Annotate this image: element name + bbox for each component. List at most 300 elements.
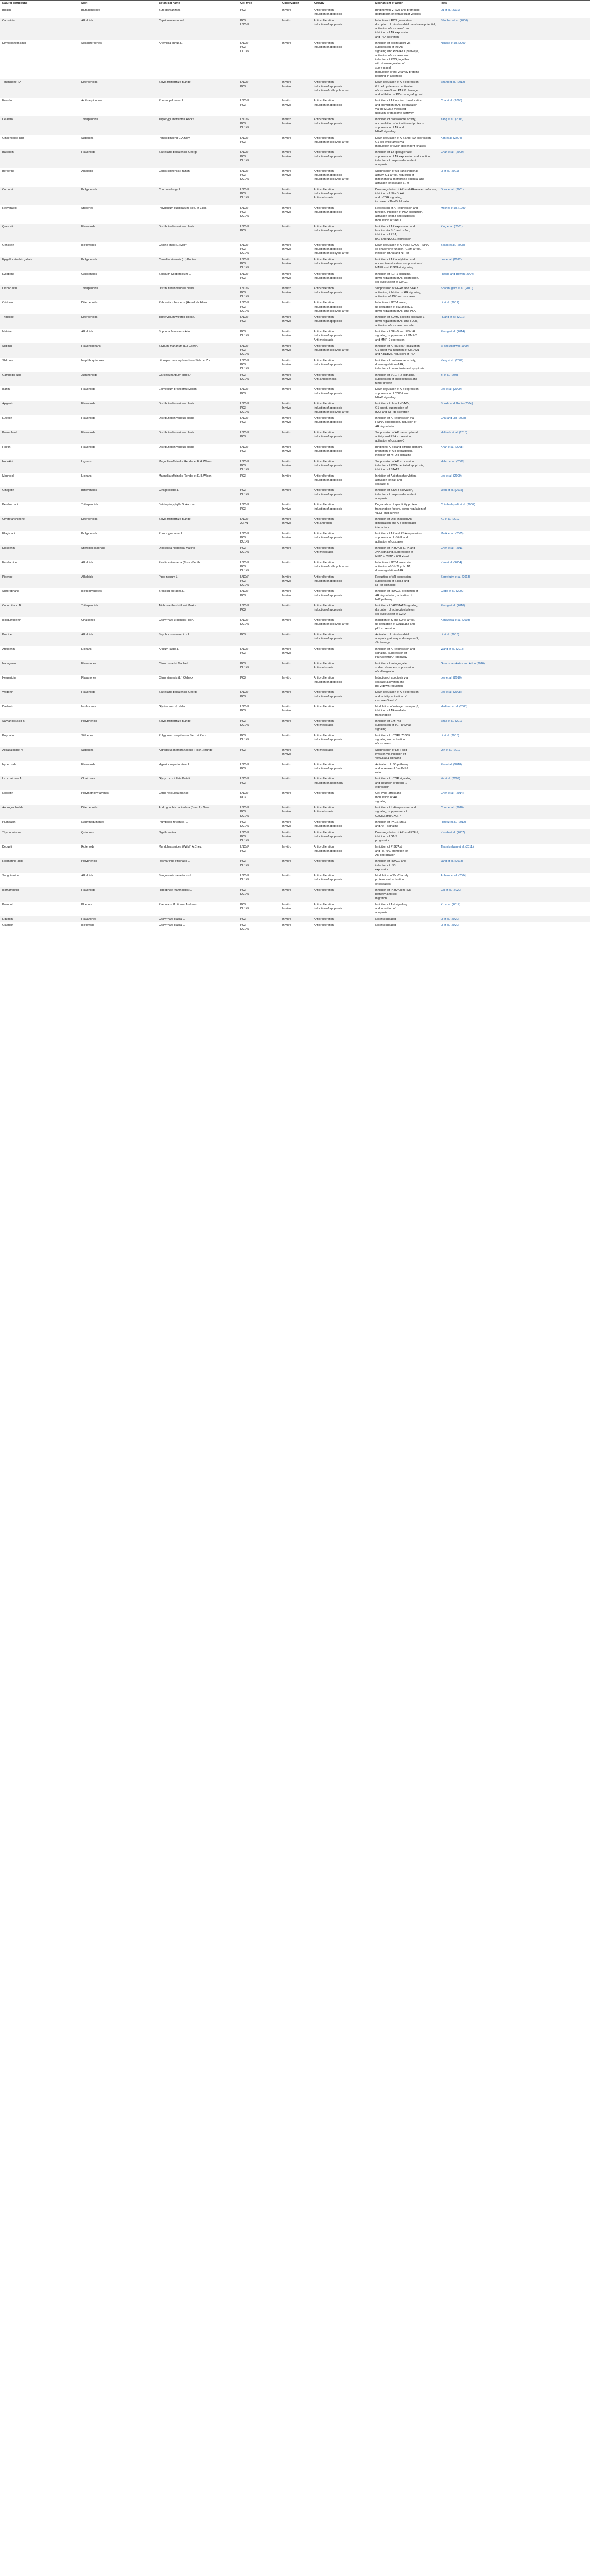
table-row [0,271,590,285]
cell-observation: In vitro In vivo [282,821,291,828]
cell-cell-type: LNCaP PC3 DU145 [240,561,250,572]
cell-observation: In vitro In vivo [282,99,291,107]
cell-compound: Honokiol [0,459,79,473]
cell-botanical-name: Distributed in various plants [159,417,194,420]
cell-refs[interactable]: Chen et al. (2011) [439,545,590,560]
cell-refs[interactable]: Kan et al. (2004) [441,561,462,564]
cell-cell-type: LNCaP PC3 [240,792,250,799]
cell-cell-type: LNCaP DU145 [240,619,250,626]
cell-refs[interactable]: Yo et al. (2009) [439,776,590,790]
cell-sort: Flavonoids [79,224,157,242]
cell-refs[interactable]: Lee et al. (2009) [441,474,462,478]
cell-mechanism: Reduction of AR expression, suppression of STAT3 and NF-κB signaling [373,574,439,588]
cell-cell-type: PC3 [238,632,280,646]
cell-botanical-name: Andrographis paniculata (Burm.f.) Nees [157,805,238,819]
cell-mechanism: Inhibition of 12-lipoxygenase, suppression of AR expression and function, induction of caspase-dependent apoptosis [373,149,439,168]
cell-sort: Flavonoids [81,446,96,449]
cell-refs[interactable]: Li et al. (2018) [441,734,459,737]
table-row [0,473,590,487]
cell-activity: Antiproliferation [312,858,373,873]
cell-refs[interactable]: Zhao et al. (2017) [439,718,590,733]
cell-refs[interactable]: Shanmugam et al. (2011) [439,285,590,300]
cell-activity: Antiproliferation Induction of cell cycle arrest [314,137,350,144]
table-row [0,18,590,40]
cell-refs[interactable]: Yi et al. (2008) [439,372,590,386]
cell-observation: In vitro In vivo [280,314,312,329]
cell-sort: Sesquiterpenes [81,42,102,45]
cell-observation: In vitro In vivo [280,257,312,271]
cell-compound: Licochalcone A [0,776,79,790]
cell-refs[interactable]: Lee et al. (2010) [441,676,462,680]
cell-botanical-name: Hypericum perforatum L. [159,763,191,766]
cell-observation: In vitro In vivo [280,574,312,588]
header-cell-type: Cell type [238,1,280,7]
cell-sort: Stilbenes [81,207,94,210]
cell-cell-type: LNCaP PC3 [238,776,280,790]
cell-botanical-name: Distributed in various plants [157,285,238,300]
cell-activity: Antiproliferation Induction of apoptosis [312,149,373,168]
cell-activity: Antiproliferation [314,792,334,795]
cell-refs[interactable]: Wang et al. (2015) [441,648,464,651]
cell-compound: Cucurbitacin B [0,603,79,617]
cell-activity: Antiproliferation Induction of apoptosis Induction of cell cycle arrest [312,79,373,98]
cell-botanical-name: Salvia miltiorrhiza Bunge [157,79,238,98]
cell-sort: Flavonoids [79,149,157,168]
cell-cell-type: LNCaP PC3 [238,224,280,242]
cell-refs[interactable]: Chen et al. (2014) [441,792,464,795]
cell-cell-type: LNCaP PC3 [240,648,250,655]
cell-cell-type: LNCaP PC3 DU145 [238,116,280,135]
cell-observation: In vitro In vivo [282,244,291,251]
table-row [0,660,590,675]
cell-activity: Antiproliferation Anti-angiogenesis [312,372,373,386]
cell-activity: Antiproliferation Induction of apoptosis [312,689,373,704]
header-activity: Activity [312,1,373,7]
cell-botanical-name: Hippophae rhamnoides L. [157,887,238,902]
cell-compound: Epigallocatechin gallate [0,257,79,271]
cell-compound: Silibinin [0,343,79,358]
cell-botanical-name: Curcuma longa L. [157,187,238,205]
cell-observation: In vitro In vivo [280,285,312,300]
cell-compound: Resveratrol [2,207,17,210]
cell-compound: Emodin [2,99,12,103]
cell-refs[interactable]: Khan et al. (2008) [441,446,464,449]
cell-botanical-name: Distributed in various plants [159,446,194,449]
table-row [0,300,590,314]
cell-mechanism: Degradation of specificity protein transcription factors, down-regulation of VEGF and survivin [375,503,426,515]
cell-cell-type: PC3 DU145 [238,487,280,502]
cell-refs[interactable]: Basak et al. (2008) [441,244,465,247]
cell-refs[interactable]: Zhang et al. (2012) [439,79,590,98]
cell-compound: Shikonin [2,359,13,362]
table-row [0,205,590,224]
cell-refs[interactable]: Mitchell et al. (1999) [441,207,467,210]
cell-mechanism: Down-regulation of AR and AR-related cofactors, inhibition of NF-κB, Akt and mTOR signaling, increase of Bax/Bcl-2 ratio [373,187,439,205]
table-row [0,343,590,358]
cell-cell-type: LNCaP PC3 DU145 [238,829,280,844]
cell-cell-type: PC3 [240,9,246,12]
cell-refs[interactable]: Li et al. (2013) [439,632,590,646]
cell-compound: Thymoquinone [0,829,79,844]
cell-refs[interactable]: Yang et al. (2006) [439,116,590,135]
table-row [0,314,590,329]
cell-observation: In vitro [282,301,291,304]
cell-botanical-name: Distributed in various plants [157,224,238,242]
cell-activity: Anti-metastasis [312,747,373,761]
cell-activity: Antiproliferation Induction of apoptosis [314,532,342,539]
cell-mechanism: Induction of apoptosis via caspase activation and Bcl-2 down-regulation [375,676,408,688]
cell-compound: Curcumin [0,187,79,205]
cell-observation: In vitro [280,487,312,502]
cell-refs[interactable]: Lee et al. (2009) [441,388,462,391]
cell-refs[interactable]: Zhang et al. (2014) [441,330,465,333]
table-row [0,887,590,902]
cell-activity: Antiproliferation Induction of apoptosis [312,487,373,502]
table-row [0,574,590,588]
cell-compound: Triptolide [0,314,79,329]
table-row [0,545,590,560]
cell-sort: Flavonoids [79,689,157,704]
cell-compound: Apigenin [0,401,79,415]
cell-botanical-name: Mundulea sericea (Willd.) A.Chev. [159,845,202,849]
cell-activity: Antiproliferation Induction of apoptosis [314,676,342,684]
cell-observation: In vitro [280,603,312,617]
cell-refs[interactable]: Samykutty et al. (2013) [439,574,590,588]
cell-cell-type: PC3 [238,916,280,922]
cell-cell-type: LNCaP PC3 [238,314,280,329]
cell-observation: In vitro In vivo [282,590,291,597]
cell-refs[interactable]: Hahm et al. (2008) [439,459,590,473]
cell-sort: Flavonolignans [79,343,157,358]
cell-activity: Antiproliferation Induction of cell cycle arrest [314,619,350,626]
cell-refs[interactable]: Hwang and Bowen (2004) [441,273,474,276]
cell-sort: Phenols [81,903,92,906]
cell-refs[interactable]: Xu et al. (2017) [441,903,461,906]
cell-activity: Antiproliferation [312,916,373,922]
cell-compound: Capsaicin [0,18,79,40]
cell-compound: Naringenin [0,660,79,675]
cell-mechanism: Induction of G2/M arrest via activation of Cdc2/cyclin B1, down-regulation of AR [375,561,411,572]
table-row [0,168,590,187]
cell-botanical-name: Glycyrrhiza glabra L. [157,922,238,933]
table-row [0,135,590,149]
cell-cell-type: LNCaP PC3 [240,705,250,713]
cell-sort: Carotenoids [81,273,97,276]
cell-refs[interactable]: Thamilselvan et al. (2011) [441,845,474,849]
table-body [0,7,590,933]
cell-activity: Antiproliferation Induction of apoptosis [312,285,373,300]
cell-compound: Wogonin [0,689,79,704]
cell-sort: Flavonoids [81,388,96,391]
cell-refs[interactable]: Chan et al. (2000) [439,149,590,168]
cell-compound: Brucine [0,632,79,646]
cell-mechanism: Activation of p53 pathway and increase of Bax/Bcl-2 ratio [375,763,408,774]
cell-observation: In vitro [282,561,291,564]
cell-mechanism: Down-regulation of AR expression, G1 cell cycle arrest, activation of caspase-3 and PARP cleavage and inhibition of PCa xenograft growth [373,79,439,98]
header-row [0,1,590,7]
cell-refs[interactable]: Zhu et al. (2018) [441,763,462,766]
cell-mechanism: Inhibition of DHT-induced AR dimerization and AR-coregulator interaction [373,516,439,531]
cell-activity: Antiproliferation [314,705,334,708]
cell-refs[interactable]: Jeon et al. (2015) [439,487,590,502]
table-row [0,689,590,704]
cell-refs[interactable]: Shukla and Gupta (2004) [439,401,590,415]
cell-sort: Flavanones [81,676,96,680]
table-row [0,560,590,574]
cell-refs[interactable]: Jang et al. (2018) [439,858,590,873]
cell-observation: In vitro In vivo [280,149,312,168]
cell-cell-type: LNCaP 22Rv1 [238,516,280,531]
cell-observation: In vitro In vivo [280,805,312,819]
cell-refs[interactable]: Li et al. (2020) [439,922,590,933]
cell-compound: Astragaloside IV [0,747,79,761]
cell-observation: In vitro [282,137,291,140]
cell-refs[interactable]: Zi and Agarwal (1999) [439,343,590,358]
cell-botanical-name: Ginkgo biloba L. [157,487,238,502]
table-row [0,430,590,444]
cell-botanical-name: Citrus paradisi Macfad. [157,660,238,675]
cell-cell-type: LNCaP PC3 DU145 [238,401,280,415]
cell-observation: In vitro In vivo [280,372,312,386]
cell-mechanism: Inhibition of mTOR signaling and induction of Beclin-1 expression [373,776,439,790]
cell-sort: Anthraquinones [81,99,102,103]
cell-mechanism: Down-regulation of AR expression, suppression of COX-2 and NF-κB signaling [375,388,420,399]
cell-refs[interactable]: Malik et al. (2005) [441,532,464,535]
cell-botanical-name: Brassica oleracea L. [159,590,185,593]
cell-botanical-name: Lithospermum erythrorhizon Sieb. et Zucc. [159,359,213,362]
cell-refs[interactable]: Li et al. (2011) [441,170,459,173]
cell-cell-type: PC3 DU145 [238,372,280,386]
table-row [0,372,590,386]
cell-botanical-name: Glycine max (L.) Merr. [159,244,188,247]
table-row [0,40,590,79]
cell-sort: Flavonoids [81,763,96,766]
cell-refs[interactable]: Yang et al. (2009) [441,359,464,362]
cell-sort: Polyphenols [79,187,157,205]
cell-cell-type: LNCaP PC3 [240,388,250,395]
cell-activity: Antiproliferation [314,648,334,651]
cell-mechanism: Suppression of AR transcriptional activity and PSA expression, activation of caspase-3 [373,430,439,444]
cell-compound: Glabridin [0,922,79,933]
cell-refs[interactable]: Cha et al. (2005) [441,99,462,103]
cell-refs[interactable]: Kim et al. (2004) [441,137,462,140]
table-row [0,805,590,819]
cell-cell-type: PC3 [240,676,246,680]
cell-mechanism: Inhibition of proliferation via suppression of the AR signaling and PI3K/AKT pathways, activation of caspases and induction of ROS, together with down-regulation of survivin and modulation of Bcl-2 family proteins resulting in apoptosis [375,42,419,78]
cell-refs[interactable]: Chiu and Lin (2008) [441,417,466,420]
cell-observation: In vitro In vivo [280,79,312,98]
cell-compound: Ginsenoside Rg3 [2,137,24,140]
cell-cell-type: PC3 LNCaP [238,18,280,40]
cell-refs[interactable]: Dorai et al. (2001) [439,187,590,205]
cell-botanical-name: Magnolia officinalis Rehder et E.H.Wilson [157,459,238,473]
cell-sort: Triterpenoids [79,603,157,617]
cell-compound: Quercetin [0,224,79,242]
cell-sort: Saponins [81,137,94,140]
cell-cell-type: LNCaP PC3 [238,689,280,704]
cell-botanical-name: Salvia miltiorrhiza Bunge [157,718,238,733]
cell-mechanism: Modulation of Bcl-2 family proteins and activation of caspases [375,874,409,886]
cell-cell-type: PC3 DU145 [240,903,249,910]
cell-sort: Isoflavones [81,244,96,247]
cell-refs[interactable]: Li et al. (2020) [439,916,590,922]
cell-botanical-name: Strychnos nux-vomica L. [157,632,238,646]
cell-refs[interactable]: Lu et al. (2019) [441,9,460,12]
cell-cell-type: LNCaP PC3 DU145 [238,574,280,588]
cell-refs[interactable]: Halimah et al. (2015) [439,430,590,444]
cell-cell-type: PC3 DU145 [238,660,280,675]
cell-refs[interactable]: Lee et al. (2012) [439,257,590,271]
table-row [0,149,590,168]
cell-sort: Alkaloids [79,18,157,40]
cell-mechanism: Inhibition of PI3K/Akt and HSP90, promotion of AR degradation [375,845,408,857]
cell-refs[interactable]: Li et al. (2012) [441,301,459,304]
cell-cell-type: PC3 DU145 [240,734,249,741]
cell-refs[interactable]: Kaseb et al. (2007) [439,829,590,844]
cell-sort: Alkaloids [79,574,157,588]
cell-compound: Matrine [2,330,12,333]
cell-compound: Paeonol [2,903,13,906]
cell-activity: Antiproliferation Induction of apoptosis [314,207,342,214]
cell-sort: Lignans [79,459,157,473]
cell-activity: Antiproliferation Induction of apoptosis [314,874,342,882]
cell-refs[interactable]: Adhami et al. (2004) [441,874,467,877]
cell-activity: Antiproliferation Induction of apoptosis [314,821,342,828]
cell-mechanism: Inhibition of HDAC6, promotion of AR degradation, activation of Nrf2 pathway [375,590,418,601]
cell-refs[interactable]: Hafeez et al. (2012) [441,821,466,824]
cell-refs[interactable]: Kanazawa et al. (2003) [441,619,470,622]
cell-botanical-name: Salvia miltiorrhiza Bunge [157,516,238,531]
cell-mechanism: Inhibition of class I HDACs, G1 arrest, suppression of IKKα and NF-κB activation [373,401,439,415]
cell-compound: Liquiritin [0,916,79,922]
cell-mechanism: Inhibition of NF-κB and PI3K/Akt signaling, suppression of MMP-2 and MMP-9 expression [375,330,417,342]
cell-observation: In vitro [282,763,291,766]
table-row [0,790,590,805]
cell-activity: Antiproliferation Induction of apoptosis Anti-metastasis [312,187,373,205]
cell-mechanism: Inhibition of Akt signaling and induction of apoptosis [375,903,407,914]
cell-compound: Fisetin [2,446,11,449]
table-row [0,632,590,646]
cell-sort: Polymethoxyflavones [81,792,109,795]
cell-sort: Triterpenoids [79,116,157,135]
cell-mechanism: Inhibition of HDAC2 and induction of p53 expression [373,858,439,873]
cell-observation: In vitro In vivo [282,207,291,214]
cell-compound: Nobiletin [2,792,13,795]
table-row [0,829,590,844]
cell-cell-type: LNCaP PC3 [240,590,250,597]
cell-refs[interactable]: Qin et al. (2019) [439,747,590,761]
cell-compound: Gambogic acid [0,372,79,386]
cell-cell-type: LNCaP PC3 [240,99,250,107]
cell-botanical-name: Magnolia officinalis Rehder et E.H.Wilson [159,474,212,478]
cell-compound: Magnolol [2,474,14,478]
cell-botanical-name: Garcinia hanburyi Hook.f. [157,372,238,386]
table-row [0,7,590,18]
cell-observation: In vitro In vivo [282,273,291,280]
cell-refs[interactable]: Gibbs et al. (2009) [441,590,465,593]
cell-refs[interactable]: Xu et al. (2012) [439,516,590,531]
cell-mechanism: Suppression of NF-κB and STAT3 activation, inhibition of AR signaling, activation of JNK and caspases [373,285,439,300]
cell-refs[interactable]: Chun et al. (2010) [439,805,590,819]
table-row [0,646,590,660]
cell-sort: Biflavonoids [79,487,157,502]
cell-sort: Flavanones [79,916,157,922]
cell-botanical-name: Artemisia annua L. [159,42,183,45]
cell-botanical-name: Coptis chinensis Franch. [159,170,191,173]
cell-botanical-name: Silybum marianum (L.) Gaertn. [157,343,238,358]
header-botanical-name: Botanical name [157,1,238,7]
table-row [0,285,590,300]
cell-refs[interactable]: Xing et al. (2001) [439,224,590,242]
cell-refs[interactable]: Huang et al. (2012) [439,314,590,329]
table-header [0,1,590,7]
cell-observation: In vitro In vivo [280,187,312,205]
cell-sort: Diterpenoids [81,301,98,304]
cell-refs[interactable]: Zhang et al. (2010) [439,603,590,617]
cell-cell-type: LNCaP PC3 DU145 [240,42,250,53]
cell-mechanism: Down-regulation of AR via HDAC6-HSP90 co-chaperone function, G2/M arrest, inhibition of Akt and NF-κB [375,244,429,255]
cell-compound: Deguelin [2,845,14,849]
cell-mechanism: Activation of mitochondrial apoptotic pathway and caspase-9, -3 cleavage [373,632,439,646]
cell-activity: Antiproliferation Induction of apoptosis [312,257,373,271]
cell-observation: In vitro In vivo [282,170,291,177]
cell-mechanism: Inhibition of VEGFR2 signaling, suppression of angiogenesis and tumor growth [373,372,439,386]
cell-refs[interactable]: Hedlund et al. (2003) [441,705,468,708]
cell-cell-type: PC3 DU145 [240,330,249,337]
cell-observation: In vitro In vivo [282,417,291,424]
cell-sort: Diterpenoids [79,805,157,819]
cell-cell-type: LNCaP DU145 [240,874,250,882]
cell-refs[interactable]: Chintharlapalli et al. (2007) [441,503,475,506]
cell-activity: Antiproliferation Anti-metastasis [312,660,373,675]
cell-activity: Antiproliferation Induction of apoptosis [314,42,342,49]
cell-refs[interactable]: Gumushan-Aktas and Altun (2016) [439,660,590,675]
cell-refs[interactable]: Cai et al. (2020) [439,887,590,902]
cell-sort: Naphthoquinones [81,821,104,824]
cell-activity: Antiproliferation Induction of apoptosis [314,9,342,16]
cell-cell-type: LNCaP PC3 DU145 [240,244,250,255]
cell-mechanism: Inhibition of IGF-1 signaling, down-regulation of AR expression, cell cycle arrest at G0/G1 [375,273,419,284]
cell-cell-type: LNCaP PC3 [238,603,280,617]
cell-mechanism: Induction of ROS generation, disruption of mitochondrial membrane potential, activation of caspase-3 and inhibition of AR expression and PSA secretion [373,18,439,40]
cell-mechanism: Inhibition of AR expression and signaling, suppression of PI3K/Akt/mTOR pathway [375,648,415,659]
cell-cell-type: LNCaP PC3 [238,79,280,98]
cell-mechanism: Binding with VPS28 and promoting degradation of extracellular vesicles [375,9,421,16]
table-row [0,329,590,343]
cell-botanical-name: Rheum palmatum L. [159,99,185,103]
cell-observation: In vitro [280,430,312,444]
cell-botanical-name: Tripterygium wilfordii Hook.f. [157,314,238,329]
cell-refs[interactable]: Lee et al. (2008) [439,689,590,704]
table-row [0,242,590,257]
cell-botanical-name: Rosmarinus officinalis L. [157,858,238,873]
cell-sort: Diterpenoids [79,516,157,531]
cell-sort: Polyphenols [79,858,157,873]
cell-botanical-name: Glycyrrhiza uralensis Fisch. [159,619,194,622]
cell-refs[interactable]: Nakase et al. (2009) [441,42,467,45]
cell-sort: Isothiocyanates [81,590,102,593]
cell-mechanism: Inhibition of proteasome activity, accumulation of ubiquitinated proteins, suppression of AR and NF-κB signaling [373,116,439,135]
cell-refs[interactable]: Sánchez et al. (2006) [439,18,590,40]
cell-botanical-name: Trichosanthes kirilowii Maxim. [157,603,238,617]
cell-activity: Antiproliferation Induction of cell cycle arrest [312,343,373,358]
cell-sort: Naphthoquinones [81,359,104,362]
cell-activity: Antiproliferation Anti-metastasis [312,545,373,560]
cell-observation: In vitro [280,632,312,646]
cell-cell-type: LNCaP PC3 [240,273,250,280]
cell-activity: Antiproliferation Induction of apoptosis [314,734,342,741]
cell-compound: Diosgenin [0,545,79,560]
